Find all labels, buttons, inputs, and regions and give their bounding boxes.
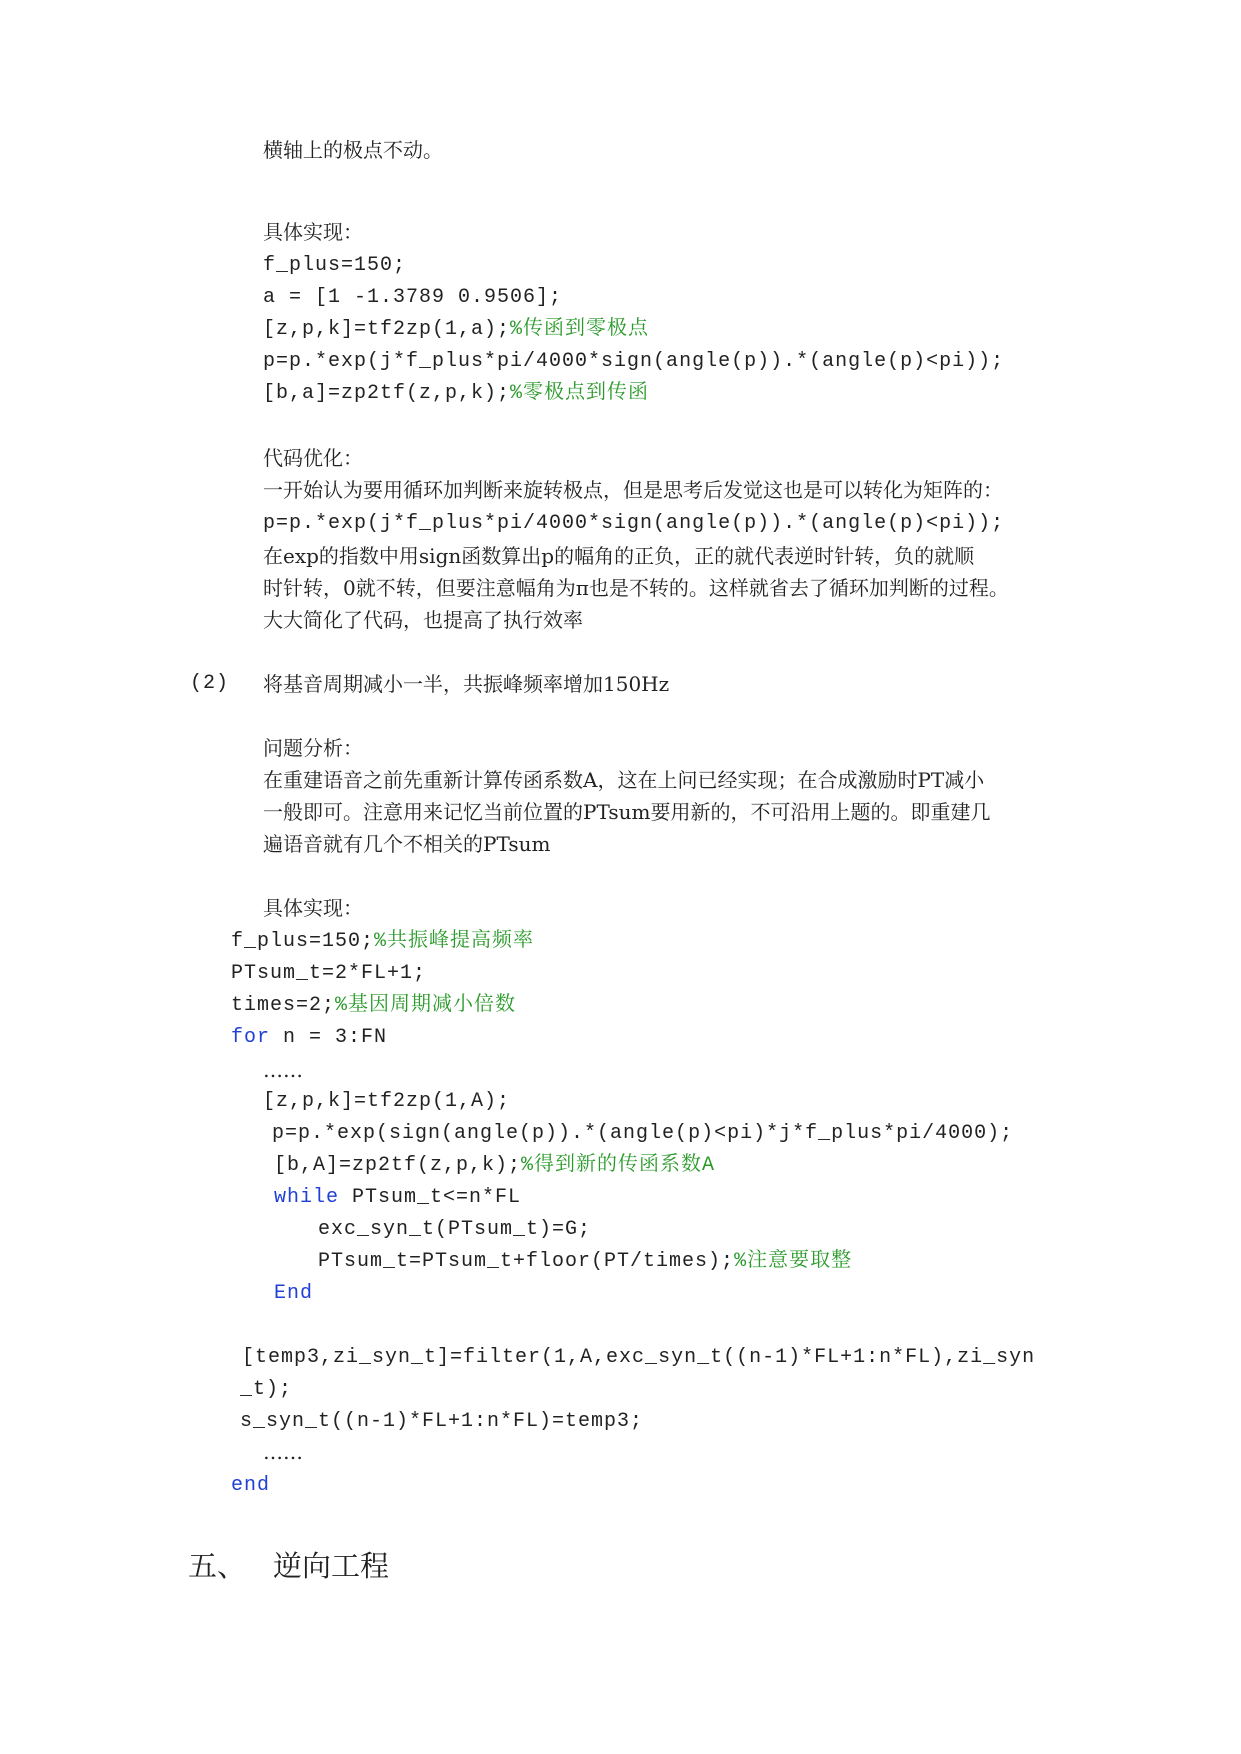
code-text: n = 3:FN	[270, 1026, 388, 1049]
code-keyword: while	[274, 1186, 340, 1209]
impl-label: 具体实现：	[263, 896, 363, 920]
code-comment: %共振峰提高频率	[374, 930, 535, 953]
paragraph-line: 一开始认为要用循环加判断来旋转极点，但是思考后发觉这也是可以转化为矩阵的：	[263, 478, 1003, 502]
code-line: f_plus=150;	[263, 254, 407, 277]
ellipsis: ……	[263, 1440, 303, 1464]
intro-text: 横轴上的极点不动。	[263, 138, 443, 162]
code-line	[231, 990, 516, 1022]
code-keyword: End	[274, 1282, 314, 1305]
code-line	[231, 1022, 387, 1054]
section-number: (2)	[190, 672, 230, 695]
optimization-label: 代码优化：	[263, 446, 363, 470]
paragraph-line: 一般即可。注意用来记忆当前位置的PTsum要用新的，不可沿用上题的。即重建几	[263, 800, 991, 824]
code-text: PTsum_t<=n*FL	[339, 1186, 522, 1209]
code-line: a = [1 -1.3789 0.9506];	[263, 286, 563, 309]
paragraph-line: 遍语音就有几个不相关的PTsum	[263, 832, 551, 856]
analysis-label: 问题分析：	[263, 736, 363, 760]
code-line	[263, 314, 649, 346]
code-keyword: for	[231, 1026, 271, 1049]
code-text: [z,p,k]=tf2zp(1,a);	[263, 318, 511, 341]
code-keyword: end	[231, 1474, 271, 1497]
code-line	[274, 1182, 521, 1214]
code-comment: %传函到零极点	[510, 318, 650, 341]
chapter-number: 五、	[188, 1549, 247, 1583]
paragraph-line: 大大简化了代码，也提高了执行效率	[263, 608, 583, 632]
code-line	[263, 378, 649, 410]
chapter-title: 逆向工程	[273, 1549, 390, 1583]
code-line: s_syn_t((n-1)*FL+1:n*FL)=temp3;	[240, 1410, 644, 1433]
code-line: PTsum_t=2*FL+1;	[231, 962, 427, 985]
code-line	[274, 1150, 715, 1182]
code-line	[318, 1246, 852, 1278]
code-text: [b,a]=zp2tf(z,p,k);	[263, 382, 511, 405]
code-line: p=p.*exp(j*f_plus*pi/4000*sign(angle(p)).*(angle(p)<pi));	[263, 350, 1005, 373]
code-text: [b,A]=zp2tf(z,p,k);	[274, 1154, 522, 1177]
paragraph-line: 在重建语音之前先重新计算传函系数A，这在上问已经实现；在合成激励时PT减小	[263, 768, 985, 792]
paragraph-line: 在exp的指数中用sign函数算出p的幅角的正负，正的就代表逆时针转，负的就顺	[263, 544, 975, 568]
code-line: p=p.*exp(j*f_plus*pi/4000*sign(angle(p)).*(angle(p)<pi));	[263, 512, 1005, 535]
code-line: [temp3,zi_syn_t]=filter(1,A,exc_syn_t((n-1)*FL+1:n*FL),zi_syn	[242, 1346, 1036, 1369]
code-text: times=2;	[231, 994, 336, 1017]
code-line: [z,p,k]=tf2zp(1,A);	[263, 1090, 511, 1113]
code-line	[231, 926, 534, 958]
code-line: _t);	[240, 1378, 293, 1401]
code-line: exc_syn_t(PTsum_t)=G;	[318, 1218, 592, 1241]
code-text: f_plus=150;	[231, 930, 375, 953]
code-text: PTsum_t=PTsum_t+floor(PT/times);	[318, 1250, 735, 1273]
code-comment: %基因周期减小倍数	[335, 994, 517, 1017]
code-line: p=p.*exp(sign(angle(p)).*(angle(p)<pi)*j*f_plus*pi/4000);	[272, 1122, 1014, 1145]
code-comment: %注意要取整	[734, 1250, 853, 1273]
ellipsis: ……	[263, 1058, 303, 1082]
paragraph-line: 时针转，0就不转，但要注意幅角为π也是不转的。这样就省去了循环加判断的过程。	[263, 576, 1009, 600]
impl-label: 具体实现：	[263, 220, 363, 244]
section-title: 将基音周期减小一半，共振峰频率增加150Hz	[263, 672, 670, 696]
code-comment: %得到新的传函系数A	[521, 1154, 716, 1177]
code-comment: %零极点到传函	[510, 382, 650, 405]
